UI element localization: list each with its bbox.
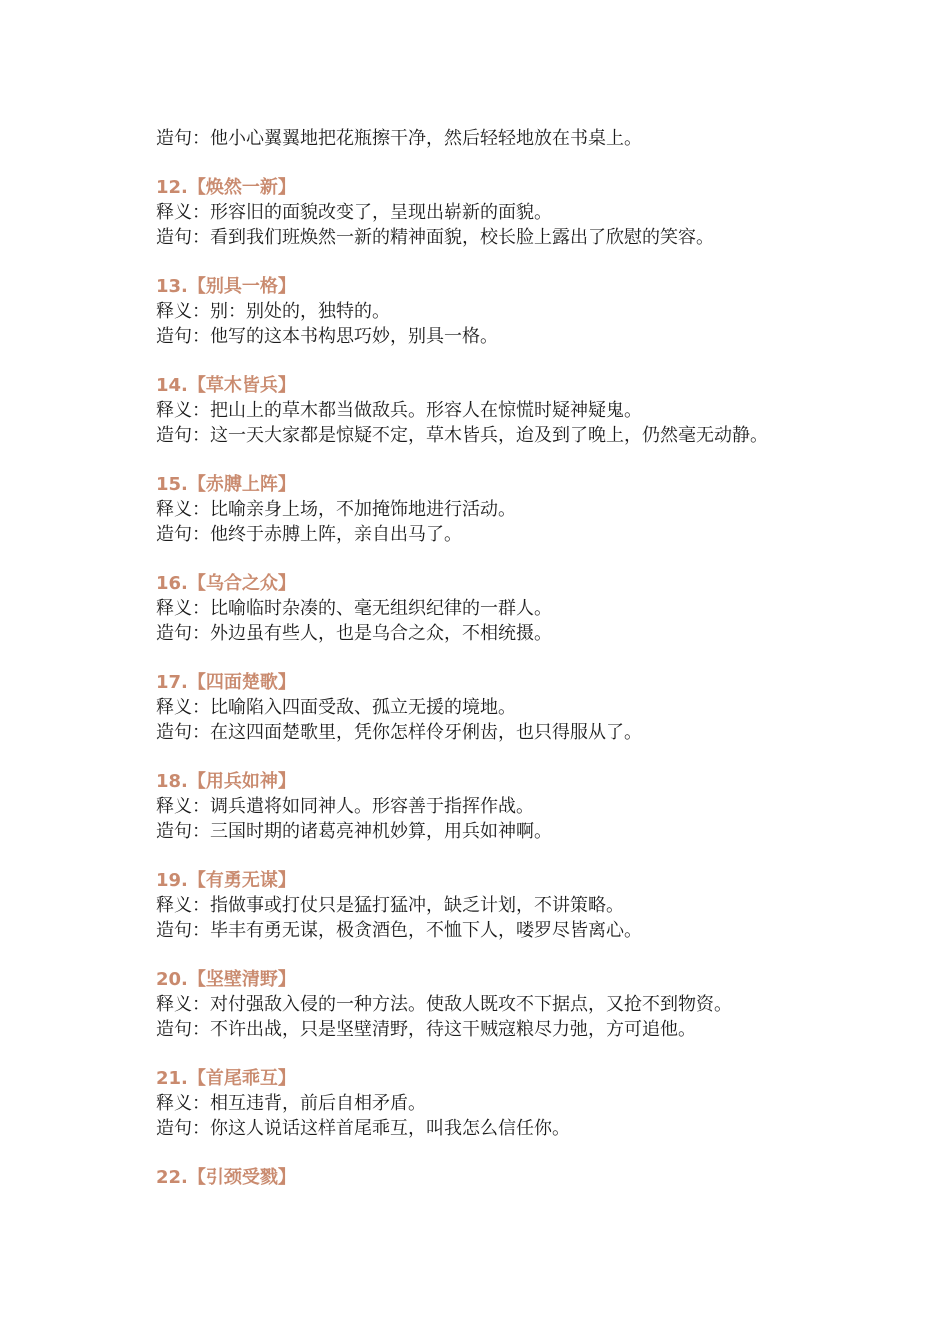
idiom-sentence: 造句：外边虽有些人，也是乌合之众，不相统摄。 bbox=[156, 623, 552, 644]
idiom-heading: 16.【乌合之众】 bbox=[156, 573, 296, 594]
idiom-sentence: 造句：他终于赤膊上阵，亲自出马了。 bbox=[156, 524, 462, 545]
idiom-heading: 21.【首尾乖互】 bbox=[156, 1068, 296, 1089]
idiom-heading: 12.【焕然一新】 bbox=[156, 177, 296, 198]
idiom-meaning: 释义：指做事或打仗只是猛打猛冲，缺乏计划，不讲策略。 bbox=[156, 895, 624, 916]
idiom-heading: 14.【草木皆兵】 bbox=[156, 375, 296, 396]
idiom-entry-20 bbox=[156, 967, 806, 1042]
idiom-meaning: 释义：别：别处的，独特的。 bbox=[156, 301, 390, 322]
idiom-meaning: 释义：把山上的草木都当做敌兵。形容人在惊慌时疑神疑鬼。 bbox=[156, 400, 642, 421]
idiom-meaning: 释义：对付强敌入侵的一种方法。使敌人既攻不下据点，又抢不到物资。 bbox=[156, 994, 732, 1015]
intro-sentence: 造句：他小心翼翼地把花瓶擦干净，然后轻轻地放在书桌上。 bbox=[156, 128, 642, 149]
idiom-heading: 22.【引颈受戮】 bbox=[156, 1167, 296, 1188]
idiom-entry-15 bbox=[156, 472, 806, 547]
idiom-entry-19 bbox=[156, 868, 806, 943]
document-page bbox=[156, 126, 806, 1190]
idiom-heading: 15.【赤膊上阵】 bbox=[156, 474, 296, 495]
idiom-sentence: 造句：这一天大家都是惊疑不定，草木皆兵，迨及到了晚上，仍然毫无动静。 bbox=[156, 425, 768, 446]
idiom-heading: 20.【坚壁清野】 bbox=[156, 969, 296, 990]
idiom-entry-18 bbox=[156, 769, 806, 844]
idiom-meaning: 释义：相互违背，前后自相矛盾。 bbox=[156, 1093, 426, 1114]
idiom-heading: 17.【四面楚歌】 bbox=[156, 672, 296, 693]
idiom-sentence: 造句：你这人说话这样首尾乖互，叫我怎么信任你。 bbox=[156, 1118, 570, 1139]
idiom-sentence: 造句：不许出战，只是坚壁清野，待这干贼寇粮尽力弛，方可追他。 bbox=[156, 1019, 696, 1040]
idiom-entry-13 bbox=[156, 274, 806, 349]
idiom-entry-12 bbox=[156, 175, 806, 250]
idiom-meaning: 释义：比喻亲身上场，不加掩饰地进行活动。 bbox=[156, 499, 516, 520]
idiom-meaning: 释义：形容旧的面貌改变了，呈现出崭新的面貌。 bbox=[156, 202, 552, 223]
idiom-entry-14 bbox=[156, 373, 806, 448]
idiom-sentence: 造句：毕丰有勇无谋，极贪酒色，不恤下人，喽罗尽皆离心。 bbox=[156, 920, 642, 941]
idiom-meaning: 释义：比喻临时杂凑的、毫无组织纪律的一群人。 bbox=[156, 598, 552, 619]
idiom-entry-16 bbox=[156, 571, 806, 646]
idiom-entry-21 bbox=[156, 1066, 806, 1141]
idiom-sentence: 造句：三国时期的诸葛亮神机妙算，用兵如神啊。 bbox=[156, 821, 552, 842]
idiom-entry-22 bbox=[156, 1165, 806, 1190]
idiom-sentence: 造句：在这四面楚歌里，凭你怎样伶牙俐齿，也只得服从了。 bbox=[156, 722, 642, 743]
idiom-meaning: 释义：比喻陷入四面受敌、孤立无援的境地。 bbox=[156, 697, 516, 718]
idiom-sentence: 造句：看到我们班焕然一新的精神面貌，校长脸上露出了欣慰的笑容。 bbox=[156, 227, 714, 248]
idiom-sentence: 造句：他写的这本书构思巧妙，别具一格。 bbox=[156, 326, 498, 347]
idiom-heading: 13.【别具一格】 bbox=[156, 276, 296, 297]
idiom-heading: 19.【有勇无谋】 bbox=[156, 870, 296, 891]
idiom-entry-17 bbox=[156, 670, 806, 745]
idiom-heading: 18.【用兵如神】 bbox=[156, 771, 296, 792]
idiom-meaning: 释义：调兵遣将如同神人。形容善于指挥作战。 bbox=[156, 796, 534, 817]
